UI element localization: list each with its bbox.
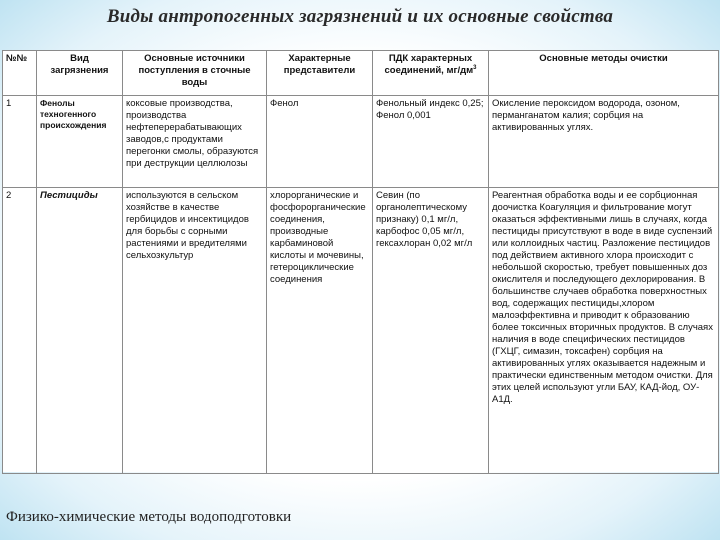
row-kind: Пестициды xyxy=(37,188,123,474)
table-row xyxy=(3,188,719,474)
row-sources: используются в сельском хозяйстве в качестве гербицидов и инсектицидов для борьбы с сорными растениями и вредителями сельхозкультур xyxy=(123,188,267,474)
row-kind: Фенолы техногенного происхождения xyxy=(37,96,123,188)
page-title: Виды антропогенных загрязнений и их основные свойства xyxy=(106,6,614,27)
row-representatives: Фенол xyxy=(267,96,373,188)
row-num: 1 xyxy=(3,96,37,188)
header-methods: Основные методы очистки xyxy=(489,51,719,96)
row-methods: Реагентная обработка воды и ее сорбционная доочистка Коагуляция и фильтрование могут оказаться эффективными лишь в случаях, когда пестициды присутствуют в воде в виде суспензий или коллоидных частиц. Разложение пестицидов под действием активного хлора происходит с небольшой скоростью, требует повышенных доз окислителя и последующего дехлорирования. В большинстве случаев обработка поверхностных вод, содержащих пестициды,хлором малоэффективна и приводит к образованию более токсичных вторичных продуктов. В случаях наличия в воде специфических пестицидов (ГХЦГ, симазин, токсафен) сорбция на активированных углях оказывается надежным и практически единственным методом очистки. Для этих целей используют угли БАУ, КАД-йод, ОУ-А1Д. xyxy=(489,188,719,474)
table-header-row xyxy=(3,51,719,96)
header-pdk-sup: 3 xyxy=(473,64,477,71)
pollution-table xyxy=(2,50,719,474)
header-representatives: Характерные представители xyxy=(267,51,373,96)
header-sources: Основные источники поступления в сточные воды xyxy=(123,51,267,96)
row-pdk: Фенольный индекс 0,25; Фенол 0,001 xyxy=(373,96,489,188)
row-pdk: Севин (по органолептическому признаку) 0,1 мг/л, карбофос 0,05 мг/л, гексахлоран 0,02 мг/л xyxy=(373,188,489,474)
footer-caption: Физико-химические методы водоподготовки xyxy=(6,509,292,525)
header-kind: Вид загрязнения xyxy=(37,51,123,96)
table-row xyxy=(3,96,719,188)
header-num: №№ xyxy=(3,51,37,96)
row-num: 2 xyxy=(3,188,37,474)
header-pdk-text: ПДК характерных соединений, мг/дм xyxy=(384,53,474,76)
row-sources: коксовые производства, производства нефтеперерабатывающих заводов,с продуктами перегонки смолы, образуются при деструкции целлюлозы xyxy=(123,96,267,188)
header-pdk xyxy=(373,51,489,96)
row-methods: Окисление пероксидом водорода, озоном, перманганатом калия; сорбция на активированных углях. xyxy=(489,96,719,188)
row-representatives: хлорорганические и фосфорорганические соединения, производные карбаминовой кислоты и мочевины, гетероциклические соединения xyxy=(267,188,373,474)
pollution-table-container xyxy=(2,50,718,472)
